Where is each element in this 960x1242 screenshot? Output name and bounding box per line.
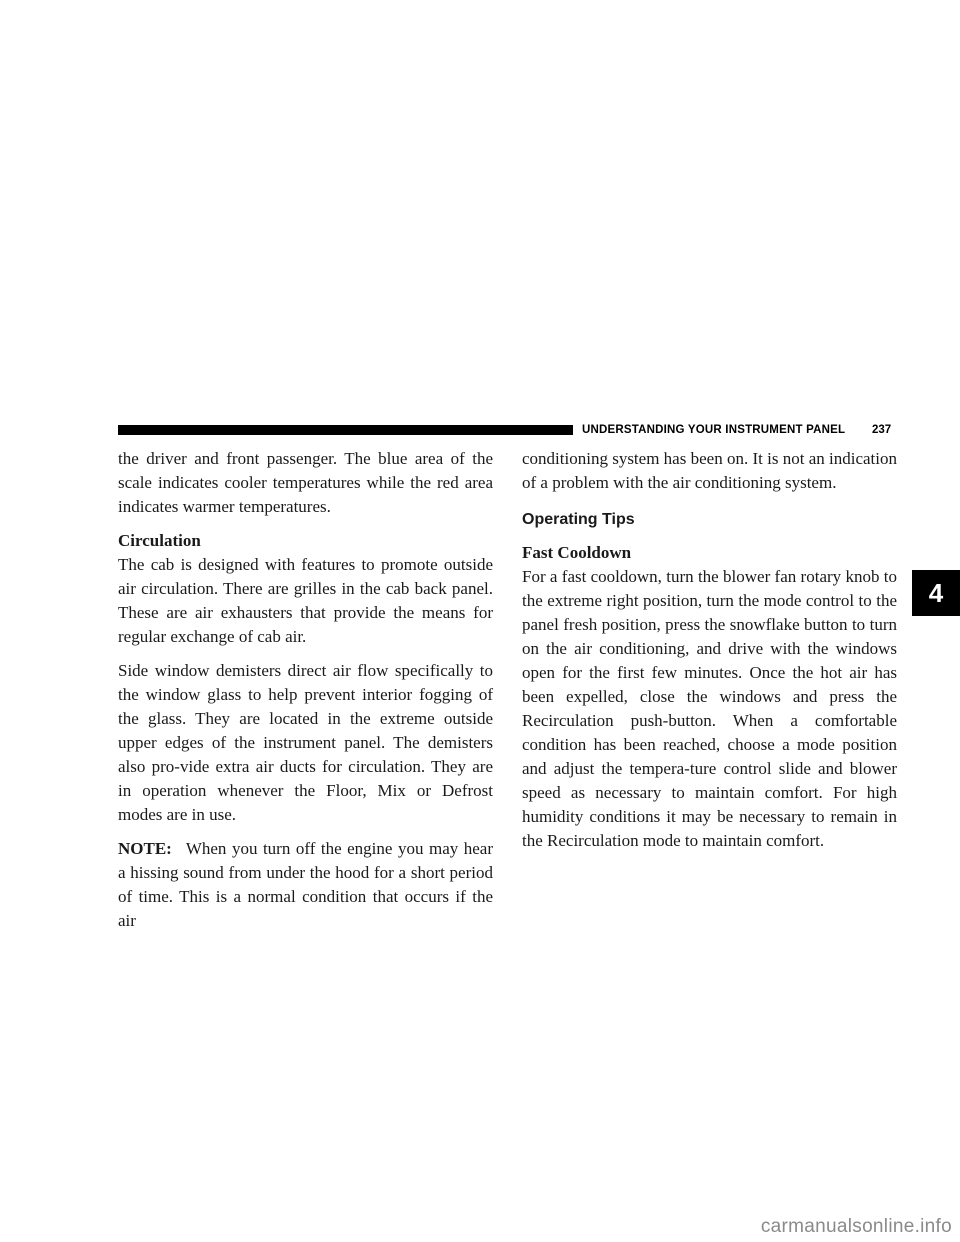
page-number: 237 xyxy=(872,424,892,436)
right-column xyxy=(522,447,897,863)
chapter-tab: 4 xyxy=(912,570,960,616)
note-paragraph xyxy=(118,837,493,933)
heading-fast-cooldown: Fast Cooldown xyxy=(522,543,632,562)
paragraph-side-demisters: Side window demisters direct air flow specifically to the window glass to help prevent interior fogging of the glass. They are located in the extreme outside upper edges of the instrument panel. The demisters also pro-vide extra air ducts for circulation. They are in operation whenever the Floor, Mix or Defrost modes are in use. xyxy=(118,661,493,824)
running-header-title: UNDERSTANDING YOUR INSTRUMENT PANEL xyxy=(582,424,846,436)
paragraph-ac-continued: conditioning system has been on. It is not an indication of a problem with the air conditioning system. xyxy=(522,449,897,492)
heading-circulation: Circulation xyxy=(118,531,201,550)
note-text: When you turn off the engine you may hear a hissing sound from under the hood for a short period of time. This is a normal condition that occurs if the air xyxy=(118,839,493,930)
note-label: NOTE: xyxy=(118,839,172,858)
watermark-text: carmanualsonline.info xyxy=(760,1216,952,1237)
paragraph-fast-cooldown: For a fast cooldown, turn the blower fan rotary knob to the extreme right position, turn the mode control to the panel fresh position, press the snowflake button to turn on the air conditioning, and drive with the windows open for the first few minutes. Once the hot air has been expelled, close the windows and press the Recirculation push-button. When a comfortable condition has been reached, choose a mode position and adjust the tempera-ture control slide and blower speed as necessary to maintain comfort. For high humidity conditions it may be necessary to remain in the Recirculation mode to maintain comfort. xyxy=(522,567,897,850)
heading-operating-tips: Operating Tips xyxy=(522,511,635,528)
paragraph-cab-circulation: The cab is designed with features to promote outside air circulation. There are grilles in the cab back panel. These are air exhausters that provide the means for regular exchange of cab air. xyxy=(118,555,493,646)
paragraph-scale-colors: the driver and front passenger. The blue area of the scale indicates cooler temperatures while the red area indicates warmer temperatures. xyxy=(118,449,493,516)
left-column xyxy=(118,447,493,943)
header-rule xyxy=(118,425,573,435)
